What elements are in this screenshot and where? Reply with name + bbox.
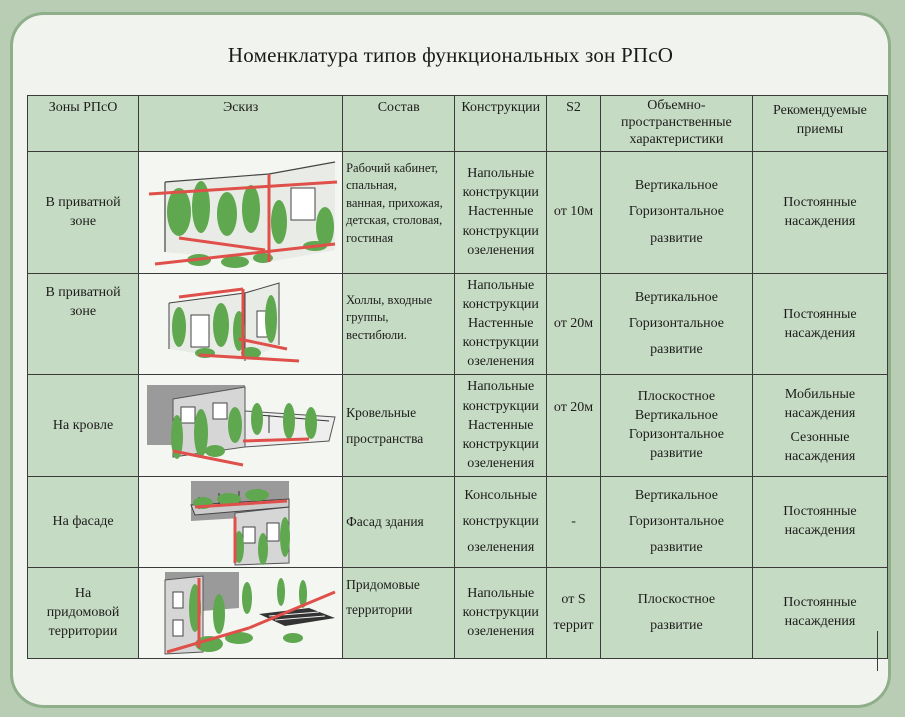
cell-text-line: характеристики — [629, 132, 724, 147]
cell-text-line: Напольные — [467, 166, 535, 182]
cell-text-line: пространства — [346, 430, 424, 446]
constructions-cell — [455, 274, 547, 375]
zone-cell — [28, 152, 139, 274]
cell-text-line: развитие — [650, 446, 703, 462]
header-sketch: Эскиз — [139, 96, 343, 152]
cell-text-line: Мобильные — [784, 386, 856, 402]
cell-text-line: озеленения — [467, 455, 535, 471]
cell-text-line: Вертикальное — [634, 290, 718, 306]
cell-text-line: Консольные — [464, 487, 538, 503]
cell-text-line: насаждения — [784, 448, 856, 464]
cell-text-line: от S — [561, 591, 586, 607]
recommended-cell — [752, 152, 887, 274]
cell-text-line: Настенные — [468, 204, 534, 220]
constructions-cell — [455, 152, 547, 274]
sketch-roof — [139, 375, 343, 476]
cell-text-line: На — [74, 585, 92, 601]
cell-text-line: - — [571, 513, 576, 529]
cell-text-line: Настенные — [468, 316, 534, 332]
header-row — [28, 96, 888, 152]
constructions-cell — [455, 476, 547, 567]
cell-text-line: В приватной — [45, 194, 121, 210]
room-sketch-icon — [139, 152, 342, 273]
cell-text-line: озеленения — [467, 354, 535, 370]
cell-text-line: озеленения — [467, 623, 535, 639]
cell-text-line: На кровле — [52, 417, 114, 433]
nomenclature-table — [27, 95, 888, 659]
cell-text-line: В приватной — [45, 285, 121, 300]
composition-cell — [343, 476, 455, 567]
spatial-cell — [600, 152, 752, 274]
spatial-cell — [600, 476, 752, 567]
cell-text-line: ванная, прихожая, — [346, 195, 443, 210]
constructions-cell — [455, 375, 547, 476]
cell-text-line: Постоянные — [783, 595, 857, 611]
cell-text-line: конструкции — [462, 223, 539, 239]
sketch-yard — [139, 567, 343, 658]
composition-cell — [343, 152, 455, 274]
cell-text-line: Вертикальное — [634, 408, 718, 424]
cell-text-line: озеленения — [467, 242, 535, 258]
cell-text-line: Плоскостное — [637, 591, 716, 607]
cell-text-line: Сезонные — [790, 429, 850, 445]
cell-text-line: развитие — [650, 342, 703, 358]
cell-text-line: спальная, — [346, 178, 398, 193]
cell-text-line: территории — [48, 623, 118, 639]
cell-text-line: развитие — [650, 230, 703, 246]
zone-cell — [28, 567, 139, 658]
table-edge-line — [877, 631, 878, 671]
yard-sketch-icon — [139, 568, 342, 658]
spatial-cell — [600, 567, 752, 658]
cell-text-line: насаждения — [784, 214, 856, 229]
cell-text-line: насаждения — [784, 614, 856, 630]
cell-text-line: Фасад здания — [346, 514, 424, 530]
spatial-cell — [600, 274, 752, 375]
cell-text-line: озеленения — [467, 539, 535, 555]
cell-text-line: зоне — [69, 304, 97, 320]
constructions-cell — [455, 567, 547, 658]
cell-text-line: Напольные — [467, 379, 535, 395]
cell-text-line: Горизонтальное — [628, 513, 724, 529]
recommended-cell — [752, 567, 887, 658]
cell-text-line: пространственные — [621, 115, 732, 130]
document-frame — [10, 12, 891, 708]
cell-text-line: Постоянные — [783, 504, 857, 520]
header-spatial — [600, 96, 752, 152]
cell-text-line: конструкции — [462, 185, 539, 201]
s2-cell — [547, 152, 601, 274]
header-recommended — [752, 96, 887, 152]
table-row — [28, 567, 888, 658]
cell-text-line: конструкции — [462, 335, 539, 351]
table-row — [28, 375, 888, 476]
cell-text-line: Рекомендуемые — [773, 103, 867, 118]
cell-text-line: вестибюли. — [346, 327, 407, 342]
s2-cell — [547, 274, 601, 375]
cell-text-line: конструкции — [462, 297, 539, 313]
cell-text-line: Постоянные — [783, 194, 857, 210]
cell-text-line: Горизонтальное — [628, 204, 724, 220]
table-row — [28, 476, 888, 567]
zone-cell — [28, 375, 139, 476]
cell-text-line: насаждения — [784, 405, 856, 421]
header-s2: S2 — [547, 96, 601, 152]
cell-text-line: от 20м — [553, 316, 594, 332]
cell-text-line: группы, — [346, 310, 389, 325]
cell-text-line: развитие — [650, 617, 703, 633]
cell-text-line: детская, столовая, — [346, 213, 443, 228]
zone-cell — [28, 476, 139, 567]
cell-text-line: Холлы, входные — [346, 293, 433, 307]
page-title: Номенклатура типов функциональных зон РПсО — [227, 43, 674, 67]
sketch-hall — [139, 274, 343, 375]
composition-cell — [343, 274, 455, 375]
cell-text-line: террит — [553, 617, 594, 633]
s2-cell — [547, 375, 601, 476]
cell-text-line: от 10м — [553, 204, 594, 220]
s2-cell — [547, 476, 601, 567]
facade-sketch-icon — [139, 477, 342, 567]
cell-text-line: конструкции — [462, 604, 539, 620]
cell-text-line: конструкции — [462, 436, 539, 452]
cell-text-line: придомовой — [46, 604, 120, 620]
cell-text-line: Рабочий кабинет, — [346, 161, 439, 175]
sketch-private-room — [139, 152, 343, 274]
cell-text-line: Постоянные — [783, 306, 857, 322]
cell-text-line: Напольные — [467, 585, 535, 601]
spatial-cell — [600, 375, 752, 476]
table-row — [28, 152, 888, 274]
cell-text-line: На фасаде — [52, 513, 114, 529]
cell-text-line: зоне — [69, 214, 97, 229]
cell-text-line: конструкции — [462, 513, 539, 529]
recommended-cell — [752, 375, 887, 476]
cell-text-line: Плоскостное — [637, 389, 716, 405]
header-zones: Зоны РПсО — [28, 96, 139, 152]
cell-text-line: Напольные — [467, 278, 535, 293]
recommended-cell — [752, 476, 887, 567]
roof-sketch-icon — [139, 381, 342, 470]
cell-text-line: территории — [346, 602, 413, 618]
header-constructions: Конструкции — [455, 96, 547, 152]
cell-text-line: Вертикальное — [634, 178, 718, 194]
cell-text-line: Настенные — [468, 417, 534, 433]
cell-text-line: гостиная — [346, 230, 394, 245]
zone-cell — [28, 274, 139, 375]
cell-text-line: Вертикальное — [634, 487, 718, 503]
cell-text-line: насаждения — [784, 325, 856, 341]
s2-cell — [547, 567, 601, 658]
cell-text-line: развитие — [650, 539, 703, 555]
sketch-facade — [139, 476, 343, 567]
header-composition: Состав — [343, 96, 455, 152]
cell-text-line: Горизонтальное — [628, 427, 724, 443]
recommended-cell — [752, 274, 887, 375]
composition-cell — [343, 567, 455, 658]
hall-sketch-icon — [139, 279, 342, 370]
cell-text-line: Объемно- — [647, 98, 706, 113]
cell-text-line: приемы — [796, 122, 844, 138]
cell-text-line: Придомовые — [346, 576, 420, 592]
table-row — [28, 274, 888, 375]
cell-text-line: конструкции — [462, 398, 539, 414]
cell-text-line: насаждения — [784, 523, 856, 539]
cell-text-line: от 20м — [553, 400, 594, 416]
composition-cell — [343, 375, 455, 476]
cell-text-line: Горизонтальное — [628, 316, 724, 332]
cell-text-line: Кровельные — [346, 405, 417, 421]
